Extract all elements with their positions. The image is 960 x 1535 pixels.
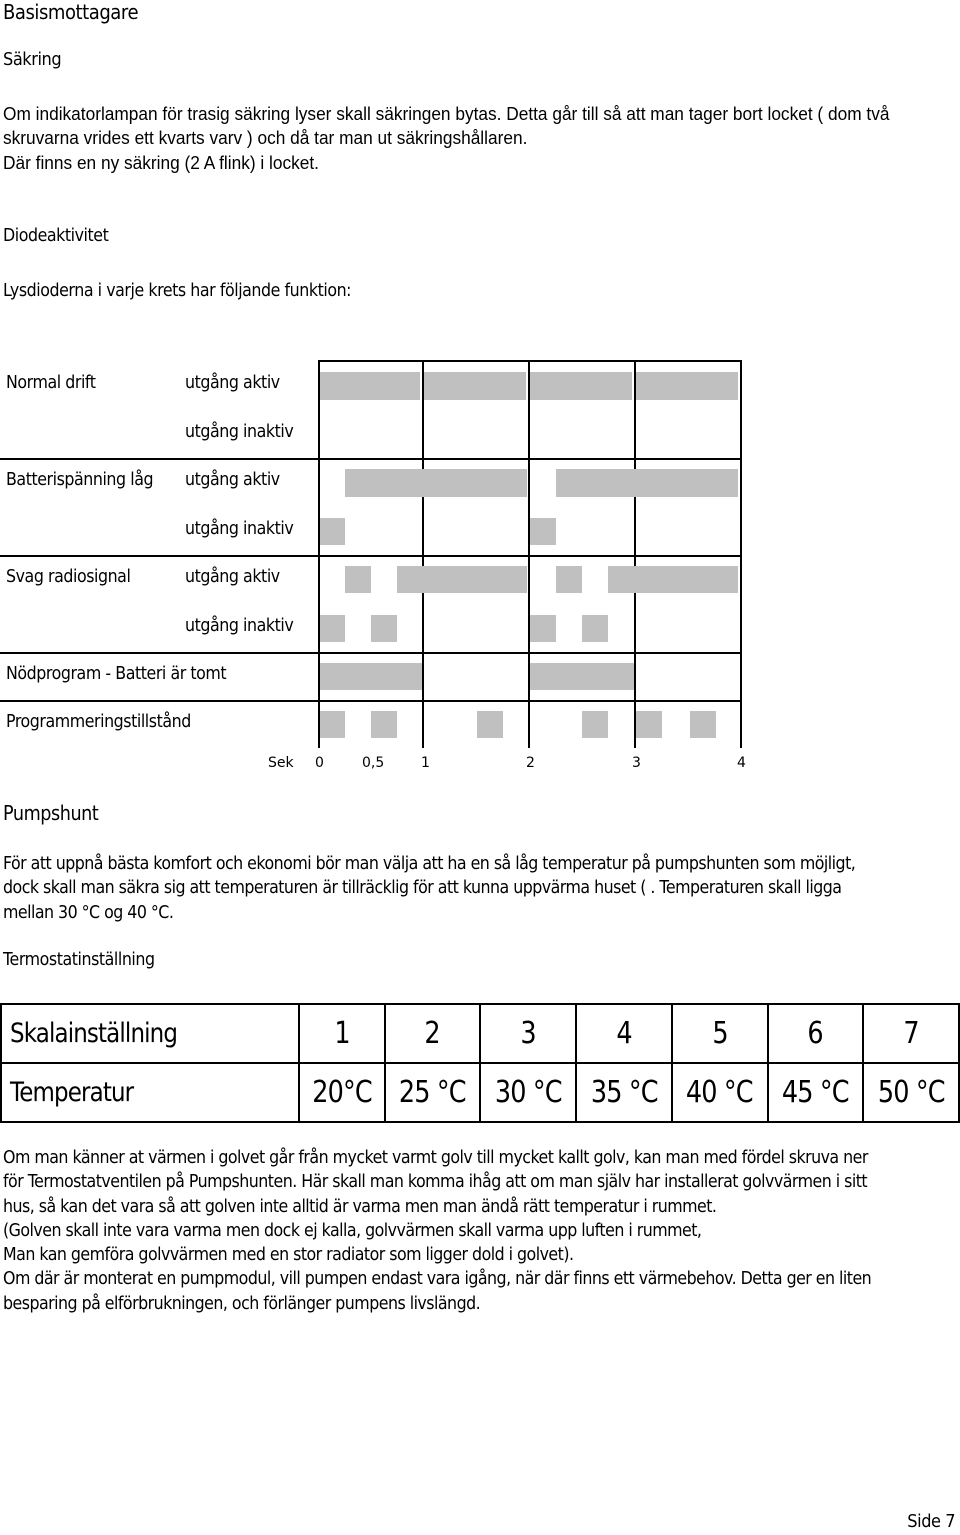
- sakring-line-3: Där finns en ny säkring (2 A flink) i locket.: [3, 152, 319, 173]
- axis-tick: 0: [315, 755, 324, 771]
- table-cell: 5: [672, 1004, 768, 1063]
- axis-tick: 4: [737, 755, 746, 771]
- led-bar: [345, 469, 527, 497]
- led-bar: [530, 372, 632, 400]
- table-cell: 50 °C: [863, 1063, 959, 1122]
- row-label-nodprogram: Nödprogram - Batteri är tomt: [6, 663, 227, 684]
- pumpshunt-line-2: dock skall man säkra sig att temperaturen är tillräcklig för att kunna uppvärma huset ( . Temperaturen skall ligga: [3, 877, 842, 899]
- led-bar: [397, 566, 527, 593]
- table-cell: 3: [480, 1004, 576, 1063]
- sub-label-aktiv: utgång aktiv: [185, 372, 280, 393]
- led-bar: [371, 615, 397, 642]
- led-bar: [582, 615, 608, 642]
- sub-label-aktiv: utgång aktiv: [185, 566, 280, 587]
- sub-label-inaktiv: utgång inaktiv: [185, 615, 294, 636]
- led-bar: [636, 372, 738, 400]
- table-cell: 40 °C: [672, 1063, 768, 1122]
- sakring-line-2: skruvarna vrides ett kvarts varv ) och då tar man ut säkringshållaren.: [3, 128, 528, 149]
- sub-label-inaktiv: utgång inaktiv: [185, 518, 294, 539]
- led-bar: [636, 711, 662, 738]
- grid-line: [740, 360, 742, 748]
- led-bar: [530, 663, 634, 690]
- row-divider: [0, 700, 740, 702]
- table-cell: 30 °C: [480, 1063, 576, 1122]
- row-divider: [0, 458, 740, 460]
- led-bar: [320, 372, 420, 400]
- led-bar: [320, 615, 345, 642]
- pumpshunt-paragraph: [3, 852, 958, 925]
- table-cell: 25 °C: [385, 1063, 481, 1122]
- axis-tick: 0,5: [362, 755, 385, 771]
- page-number: Side 7: [907, 1511, 955, 1532]
- grid-line: [422, 360, 424, 748]
- heading-diodeaktivitet: Diodeaktivitet: [3, 225, 109, 246]
- row-label-svag-radiosignal: Svag radiosignal: [6, 566, 131, 587]
- led-bar: [530, 615, 556, 642]
- table-cell: 2: [385, 1004, 481, 1063]
- table-row-header: Temperatur: [1, 1063, 299, 1122]
- table-row: [1, 1063, 959, 1122]
- axis-label-sek: Sek: [268, 755, 294, 771]
- led-bar: [690, 711, 716, 738]
- led-bar: [320, 711, 345, 738]
- golv-line-3: hus, så kan det vara så att golven inte alltid är varma men man ändå rätt temperatur i rummet.: [3, 1195, 717, 1217]
- table-row: [1, 1004, 959, 1063]
- sub-label-aktiv: utgång aktiv: [185, 469, 280, 490]
- led-bar: [424, 372, 526, 400]
- golv-line-7: besparing på elförbrukningen, och förlänger pumpens livslängd.: [3, 1292, 481, 1314]
- golv-line-1: Om man känner at värmen i golvet går från mycket varmt golv till mycket kallt golv, kan man med fördel skruva ner: [3, 1147, 868, 1168]
- diode-intro: Lysdioderna i varje krets har följande funktion:: [3, 280, 352, 301]
- golv-line-4: (Golven skall inte vara varma men dock ej kalla, golvvärmen skall varma upp luften i rummet,: [3, 1219, 702, 1241]
- golv-line-6: Om där är monterat en pumpmodul, vill pumpen endast vara igång, när där finns ett värmebehov. Detta ger en liten: [3, 1268, 872, 1290]
- led-bar: [345, 566, 371, 593]
- row-label-normal-drift: Normal drift: [6, 372, 96, 393]
- led-bar: [582, 711, 608, 738]
- pumpshunt-line-1: För att uppnå bästa komfort och ekonomi bör man välja att ha en så låg temperatur på pumpshunten som möjligt,: [3, 853, 856, 874]
- led-bar: [608, 566, 738, 593]
- golv-line-5: Man kan gemföra golvvärmen med en stor radiator som ligger dold i golvet).: [3, 1244, 574, 1266]
- heading-sakring: Säkring: [3, 49, 62, 70]
- heading-termostatinstallning: Termostatinställning: [3, 949, 155, 970]
- table-cell: 4: [576, 1004, 672, 1063]
- led-bar: [530, 518, 556, 545]
- grid-top: [318, 360, 742, 362]
- row-label-programmeringstillstand: Programmeringstillstånd: [6, 711, 191, 732]
- table-cell: 7: [863, 1004, 959, 1063]
- row-divider: [0, 652, 740, 654]
- grid-line: [634, 360, 636, 748]
- led-bar: [320, 663, 422, 690]
- axis-tick: 1: [421, 755, 430, 771]
- sakring-paragraph: [3, 102, 949, 175]
- sakring-line-1: Om indikatorlampan för trasig säkring lyser skall säkringen bytas. Detta går till så att man tager bort locket ( dom två: [3, 104, 890, 124]
- table-cell: 45 °C: [768, 1063, 864, 1122]
- led-activity-diagram: [0, 360, 760, 780]
- table-cell: 1: [299, 1004, 385, 1063]
- table-cell: 20°C: [299, 1063, 385, 1122]
- heading-pumpshunt: Pumpshunt: [3, 801, 99, 825]
- led-bar: [556, 469, 738, 497]
- led-bar: [556, 566, 582, 593]
- heading-basismottagare: Basismottagare: [3, 0, 139, 24]
- table-row-header: Skalainställning: [1, 1004, 299, 1063]
- pumpshunt-line-3: mellan 30 °C og 40 °C.: [3, 901, 174, 923]
- row-divider: [0, 555, 740, 557]
- axis-tick: 3: [632, 755, 641, 771]
- table-cell: 6: [768, 1004, 864, 1063]
- led-bar: [477, 711, 503, 738]
- golvvarme-paragraph: [3, 1146, 958, 1316]
- led-bar: [371, 711, 397, 738]
- led-bar: [320, 518, 345, 545]
- thermostat-table: [0, 1003, 960, 1123]
- row-label-batterispanning-lag: Batterispänning låg: [6, 469, 154, 490]
- sub-label-inaktiv: utgång inaktiv: [185, 421, 294, 442]
- table-cell: 35 °C: [576, 1063, 672, 1122]
- axis-tick: 2: [526, 755, 535, 771]
- golv-line-2: för Termostatventilen på Pumpshunten. Här skall man komma ihåg att om man själv har installerat golvvärmen i sitt: [3, 1171, 868, 1193]
